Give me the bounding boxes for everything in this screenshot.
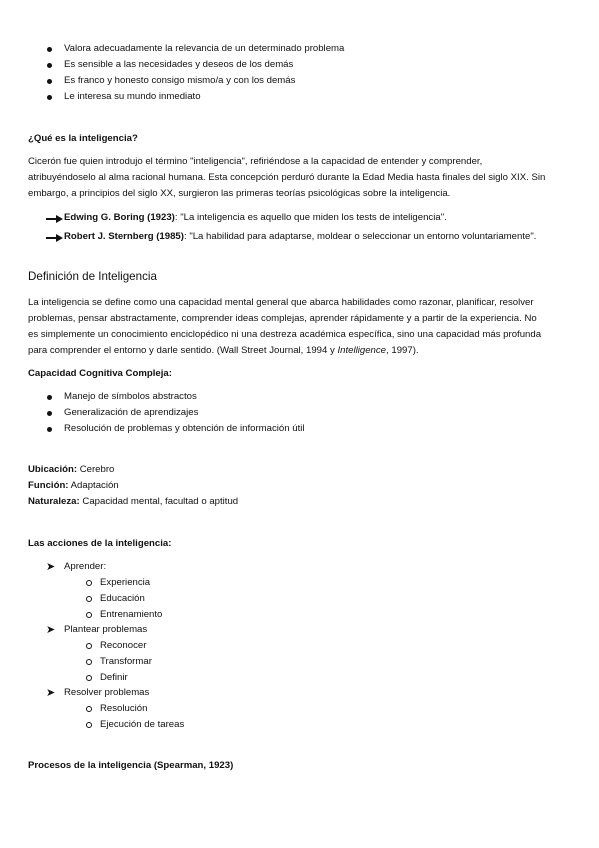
fact-value: Capacidad mental, facultad o aptitud bbox=[79, 496, 239, 507]
section-heading: Las acciones de la inteligencia: bbox=[28, 538, 172, 549]
quote-item bbox=[64, 212, 447, 223]
fact-value: Cerebro bbox=[77, 464, 115, 475]
circle-bullet-icon bbox=[86, 580, 92, 586]
sublist-item: Definir bbox=[100, 672, 128, 683]
fact-label: Función: bbox=[28, 480, 69, 491]
section-heading: Definición de Inteligencia bbox=[28, 270, 157, 283]
paragraph-line bbox=[28, 345, 419, 356]
sublist-item: Educación bbox=[100, 593, 145, 604]
sublist-item: Ejecución de tareas bbox=[100, 719, 185, 730]
paragraph-line: problemas, pensar abstractamente, comprender ideas complejas, aprender rápidamente y a partir de la experiencia. No bbox=[28, 313, 537, 324]
fact-value: Adaptación bbox=[68, 480, 119, 491]
paragraph-text: , 1997). bbox=[386, 345, 419, 356]
list-item: Valora adecuadamente la relevancia de un determinado problema bbox=[64, 43, 345, 54]
list-item: Plantear problemas bbox=[64, 624, 148, 635]
paragraph-line: es simplemente un conocimiento enciclopédico ni una destreza académica específica, sino una capacidad más profunda bbox=[28, 329, 542, 340]
sublist-item: Reconocer bbox=[100, 640, 147, 651]
list-item: Es sensible a las necesidades y deseos de los demás bbox=[64, 59, 294, 70]
list-item: Generalización de aprendizajes bbox=[64, 407, 199, 418]
arrow-bullet-icon: ➤ bbox=[46, 561, 56, 573]
sublist-item: Transformar bbox=[100, 656, 152, 667]
section-heading: Procesos de la inteligencia (Spearman, 1923) bbox=[28, 760, 234, 771]
bullet-icon bbox=[47, 47, 52, 52]
arrow-bullet-icon: ➤ bbox=[46, 687, 56, 699]
sublist-item: Resolución bbox=[100, 703, 148, 714]
quote-text: "La habilidad para adaptarse, moldear o seleccionar un entorno voluntariamente". bbox=[189, 231, 537, 242]
circle-bullet-icon bbox=[86, 675, 92, 681]
subsection-heading: Capacidad Cognitiva Compleja: bbox=[28, 368, 172, 379]
fact-row bbox=[28, 464, 114, 475]
bullet-icon bbox=[47, 411, 52, 416]
paragraph-line: Cicerón fue quien introdujo el término "inteligencia", refiriéndose a la capacidad de entender y comprender, bbox=[28, 156, 483, 167]
journal-title: Intelligence bbox=[337, 345, 387, 356]
paragraph-line: embargo, a principios del siglo XX, surgieron las primeras teorías psicológicas sobre la inteligencia. bbox=[28, 188, 451, 199]
circle-bullet-icon bbox=[86, 596, 92, 602]
list-item: Resolver problemas bbox=[64, 687, 150, 698]
list-item: Manejo de símbolos abstractos bbox=[64, 391, 197, 402]
circle-bullet-icon bbox=[86, 643, 92, 649]
quote-separator: : bbox=[183, 231, 190, 242]
section-heading: ¿Qué es la inteligencia? bbox=[28, 133, 138, 144]
sublist-item: Experiencia bbox=[100, 577, 151, 588]
circle-bullet-icon bbox=[86, 722, 92, 728]
list-item: Resolución de problemas y obtención de información útil bbox=[64, 423, 305, 434]
circle-bullet-icon bbox=[86, 612, 92, 618]
paragraph-line: atribuyéndoselo al alma racional humana. Esta concepción perduró durante la Edad Media hasta finales del siglo XIX. Sin bbox=[28, 172, 546, 183]
bullet-icon bbox=[47, 79, 52, 84]
quote-author: Edwing G. Boring (1923) bbox=[64, 212, 175, 223]
circle-bullet-icon bbox=[86, 659, 92, 665]
fact-label: Ubicación: bbox=[28, 464, 78, 475]
paragraph-line: La inteligencia se define como una capacidad mental general que abarca habilidades como razonar, planificar, resolver bbox=[28, 297, 534, 308]
quote-text: "La inteligencia es aquello que miden los tests de inteligencia". bbox=[180, 212, 447, 223]
circle-bullet-icon bbox=[86, 706, 92, 712]
bullet-icon bbox=[47, 63, 52, 68]
fact-row bbox=[28, 496, 238, 507]
sublist-item: Entrenamiento bbox=[100, 609, 163, 620]
list-item: Le interesa su mundo inmediato bbox=[64, 91, 201, 102]
bullet-icon bbox=[47, 427, 52, 432]
bullet-icon bbox=[47, 395, 52, 400]
arrow-icon bbox=[56, 234, 63, 242]
arrow-icon bbox=[56, 215, 63, 223]
fact-row bbox=[28, 480, 119, 491]
bullet-icon bbox=[47, 95, 52, 100]
fact-label: Naturaleza: bbox=[28, 496, 80, 507]
arrow-bullet-icon: ➤ bbox=[46, 624, 56, 636]
list-item: Aprender: bbox=[64, 561, 107, 572]
quote-item bbox=[64, 231, 536, 242]
paragraph-text: para comprender el entorno y darle sentido. (Wall Street Journal, 1994 y bbox=[28, 345, 338, 356]
quote-separator: : bbox=[174, 212, 181, 223]
quote-author: Robert J. Sternberg (1985) bbox=[64, 231, 184, 242]
list-item: Es franco y honesto consigo mismo/a y con los demás bbox=[64, 75, 296, 86]
